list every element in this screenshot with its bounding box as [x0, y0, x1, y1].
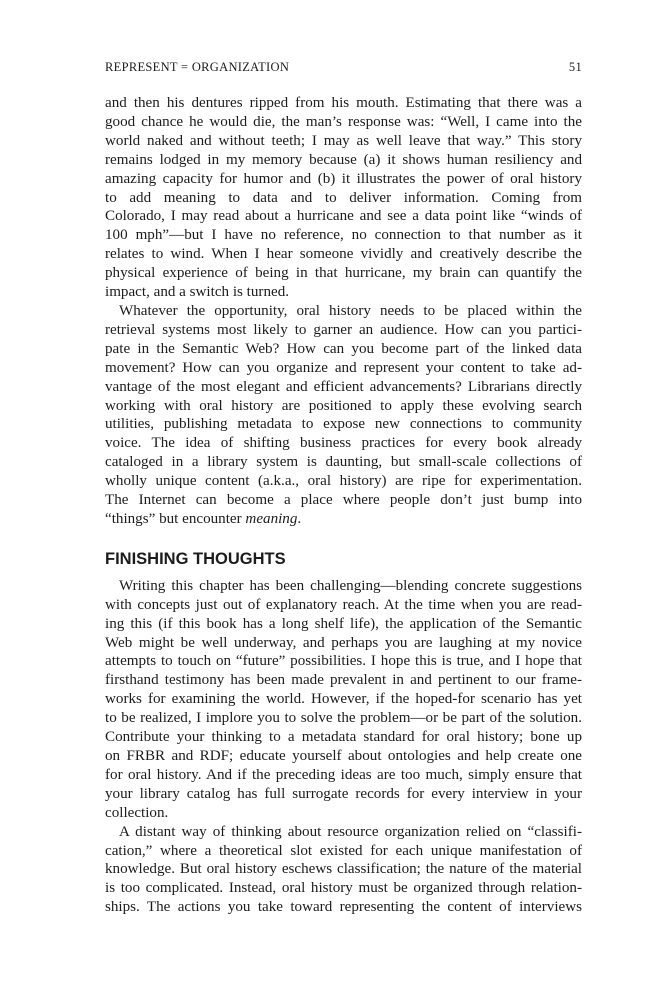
text-line	[105, 510, 582, 529]
running-head	[105, 58, 582, 76]
text-line: utilities, publishing metadata to expose new connections to community	[105, 416, 582, 433]
text-line: your library catalog has full surrogate records for every interview in your	[105, 785, 582, 802]
book-page	[105, 58, 582, 917]
text-line: Web might be well underway, and perhaps you are laughing at my novice	[105, 634, 582, 651]
running-title: REPRESENT = ORGANIZATION	[105, 60, 290, 74]
text-fragment: .	[297, 510, 302, 527]
text-fragment: “things” but encounter	[105, 510, 246, 527]
text-line: remains lodged in my memory because (a) it shows human resiliency and	[105, 151, 582, 168]
text-line: pate in the Semantic Web? How can you become part of the linked data	[105, 340, 582, 357]
text-line: working with oral history are positioned to apply these evolving search	[105, 397, 582, 414]
text-line: Contribute your thinking to a metadata standard for oral history; bone up	[105, 729, 582, 746]
text-line: cataloged in a library system is daunting, but small-scale collections of	[105, 454, 582, 471]
section-heading: FINISHING THOUGHTS	[105, 549, 286, 568]
paragraph-2	[105, 302, 582, 529]
text-line: relates to wind. When I hear someone vividly and creatively describe the	[105, 246, 582, 263]
text-line: Colorado, I may read about a hurricane and see a data point like “winds of	[105, 208, 582, 225]
text-line: Whatever the opportunity, oral history needs to be placed within the	[119, 302, 582, 319]
text-line: knowledge. But oral history eschews classification; the nature of the material	[105, 861, 582, 878]
text-line: to be realized, I implore you to solve the problem—or be part of the solution.	[105, 710, 582, 727]
text-line: movement? How can you organize and represent your content to take ad-	[105, 359, 582, 376]
text-line: wholly unique content (a.k.a., oral history) are ripe for experimentation.	[105, 473, 582, 490]
paragraph-1	[105, 94, 582, 302]
text-line: collection.	[105, 804, 169, 821]
text-line: A distant way of thinking about resource organization relied on “classifi-	[119, 823, 582, 840]
text-line: voice. The idea of shifting business practices for every book already	[105, 435, 582, 452]
text-line: to add meaning to data and to deliver information. Coming from	[105, 189, 582, 206]
text-line: attempts to touch on “future” possibilities. I hope this is true, and I hope that	[105, 653, 582, 670]
text-line: firsthand testimony has been made prevalent in and pertinent to our frame-	[105, 672, 582, 689]
text-line: with concepts just out of explanatory reach. At the time when you are read-	[105, 596, 582, 613]
text-line: good chance he would die, the man’s response was: “Well, I came into the	[105, 113, 582, 130]
text-line: ing this (if this book has a long shelf life), the application of the Semantic	[105, 615, 582, 632]
text-line: ships. The actions you take toward representing the content of interviews	[105, 899, 582, 916]
page-number: 51	[568, 60, 582, 74]
text-line: 100 mph”—but I have no reference, no connection to that number as it	[105, 227, 582, 244]
text-line: vantage of the most elegant and efficient advancements? Librarians directly	[105, 378, 582, 395]
text-line: The Internet can become a place where people don’t just bump into	[105, 492, 582, 509]
text-line: on FRBR and RDF; educate yourself about ontologies and help create one	[105, 748, 582, 764]
text-line: for oral history. And if the preceding ideas are too much, simply ensure that	[105, 766, 582, 783]
italic-word: meaning	[245, 510, 298, 527]
text-line: Writing this chapter has been challenging—blending concrete suggestions	[119, 577, 582, 594]
text-line: impact, and a switch is turned.	[105, 284, 290, 301]
paragraph-3	[105, 577, 582, 823]
text-line: is too complicated. Instead, oral history must be organized through relation-	[105, 880, 582, 897]
text-line: and then his dentures ripped from his mouth. Estimating that there was a	[105, 95, 582, 111]
text-line: retrieval systems most likely to garner an audience. How can you partici-	[105, 321, 582, 338]
paragraph-4	[105, 823, 582, 918]
text-line: cation,” where a theoretical slot existed for each unique manifestation of	[105, 842, 582, 859]
text-line: works for examining the world. However, if the hoped-for scenario has yet	[105, 691, 582, 708]
text-line: physical experience of being in that hurricane, my brain can quantify the	[105, 265, 582, 282]
text-line: amazing capacity for humor and (b) it illustrates the power of oral history	[105, 170, 582, 187]
text-line: world naked and without teeth; I may as well leave that way.” This story	[105, 132, 582, 149]
